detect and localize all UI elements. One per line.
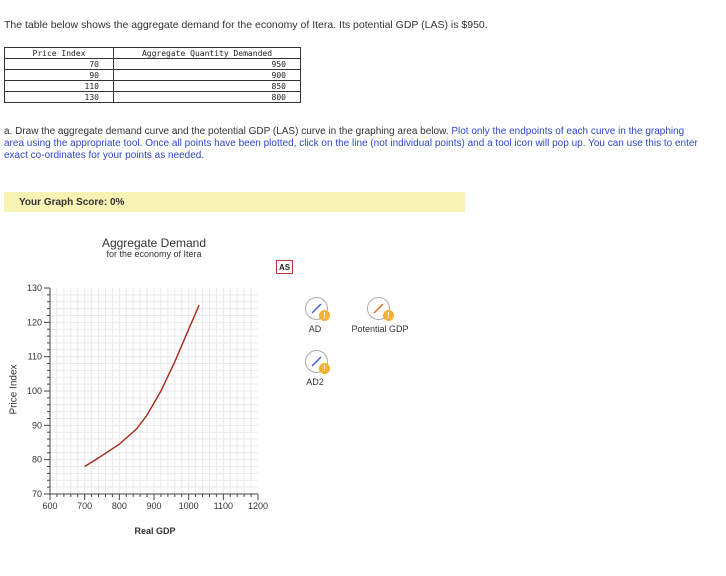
x-tick-label: 600 [42, 501, 58, 511]
col-header-quantity: Aggregate Quantity Demanded [114, 48, 301, 59]
chart-title: Aggregate Demand [101, 236, 207, 250]
chart-subtitle: for the economy of Itera [106, 249, 202, 259]
x-tick-label: 900 [146, 501, 162, 511]
task-hint-text: Plot only the endpoints of each curve in the graphing area using the appropriate tool. Once all points have been plotted, click on the line (not individual points) and a tool icon will pop up. You can use this to enter exact co-ordinates for your points as needed. [4, 126, 698, 161]
x-tick-label: 700 [77, 501, 93, 511]
table-cell: 110 [5, 81, 114, 92]
potential-gdp-tool-label: Potential GDP [351, 324, 409, 334]
warning-icon: ! [383, 310, 394, 321]
table-cell: 850 [114, 81, 301, 92]
x-axis-label: Real GDP [134, 526, 176, 536]
ad-tool-label: AD [308, 324, 322, 334]
ad2-tool-label: AD2 [306, 377, 324, 387]
table-cell: 800 [114, 92, 301, 103]
warning-icon: ! [319, 310, 330, 321]
y-axis-label: Price Index [8, 364, 20, 415]
intro-text: The table below shows the aggregate demand for the economy of Itera. Its potential GDP (LAS) is $950. [4, 19, 488, 31]
x-tick-label: 1000 [178, 501, 199, 511]
x-tick-label: 1200 [247, 501, 269, 511]
table-cell: 90 [5, 70, 114, 81]
col-header-price: Price Index [5, 48, 114, 59]
table-cell: 130 [5, 92, 114, 103]
y-tick-label: 110 [27, 351, 42, 362]
y-tick-label: 90 [31, 420, 42, 431]
table-cell: 950 [114, 59, 301, 70]
potential-tool-stroke [374, 304, 383, 313]
y-tick-label: 70 [31, 489, 42, 499]
warning-icon: ! [319, 363, 330, 374]
task-main-text: a. Draw the aggregate demand curve and the potential GDP (LAS) curve in the graphing area below. [4, 126, 449, 137]
y-tick-label: 120 [26, 317, 42, 328]
y-tick-label: 100 [26, 386, 42, 396]
table-cell: 900 [114, 70, 301, 81]
graph-score-text: Your Graph Score: 0% [19, 197, 125, 208]
y-tick-label: 80 [31, 454, 42, 465]
x-tick-label: 800 [111, 501, 127, 511]
x-tick-label: 1100 [213, 501, 234, 511]
table-cell: 70 [5, 59, 114, 70]
y-tick-label: 130 [26, 283, 42, 293]
as-tool-button[interactable]: AS [276, 260, 293, 274]
